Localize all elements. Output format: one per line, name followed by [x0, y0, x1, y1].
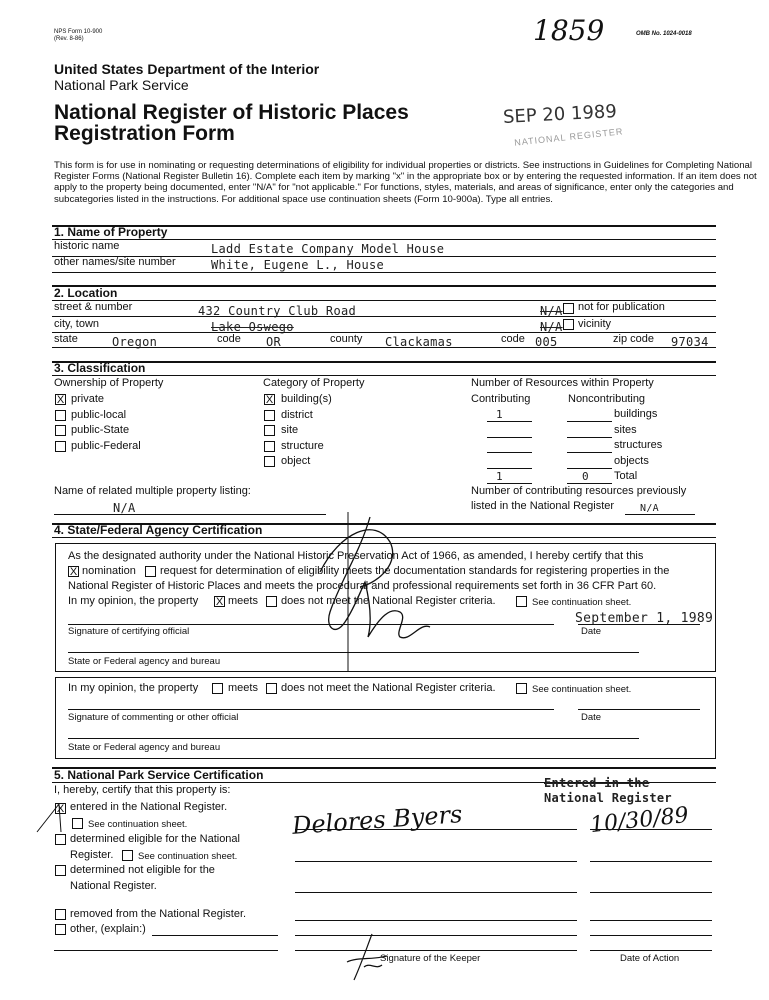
date2-label: Date [581, 712, 602, 723]
ownership-checkbox[interactable] [55, 441, 66, 452]
cert-para-line1: As the designated authority under the National Historic Preservation Act of 1966, as amended, I hereby certify that this [68, 550, 644, 562]
category-checkbox[interactable] [264, 425, 275, 436]
category-title: Category of Property [263, 377, 365, 389]
rule [52, 272, 716, 273]
see-cont-a-label: See continuation sheet. [88, 819, 188, 830]
category-checkbox[interactable] [264, 410, 275, 421]
noncontributing-count[interactable]: 0 [582, 470, 589, 483]
rule [295, 892, 577, 893]
city-value[interactable]: Lake Oswego [211, 320, 294, 334]
reference-number: 1859 [533, 14, 605, 47]
rule [295, 861, 577, 862]
section4-title: 4. State/Federal Agency Certification [54, 523, 263, 537]
category-checkbox[interactable] [264, 456, 275, 467]
zip-value[interactable]: 97034 [671, 335, 709, 349]
historic-name-label: historic name [54, 240, 120, 252]
rule [295, 829, 577, 830]
rule [590, 892, 712, 893]
does-not-meet2-label: does not meet the National Register criteria. [281, 682, 496, 694]
form-revision: (Rev. 8-86) [54, 36, 84, 42]
rule [295, 935, 577, 936]
nomination-checkbox[interactable]: X [69, 566, 78, 578]
section-rule [52, 361, 716, 363]
received-stamp-date: SEP 20 1989 [502, 101, 618, 128]
service-heading: National Park Service [54, 77, 189, 93]
rule [578, 709, 700, 710]
omb-number: OMB No. 1024-0018 [636, 31, 692, 37]
rule [625, 514, 695, 515]
resource-type-label: buildings [614, 408, 658, 420]
other-names-label: other names/site number [54, 256, 176, 268]
rule [54, 950, 278, 951]
county-label: county [330, 333, 363, 345]
sig2-label: Signature of commenting or other official [68, 712, 239, 723]
keeper-signature: Delores Byers [291, 800, 464, 840]
resource-type-label: sites [614, 423, 637, 436]
vicinity-value[interactable]: N/A [540, 320, 563, 334]
meets-checkbox[interactable]: X [215, 596, 224, 608]
state-label: state [54, 333, 78, 345]
rule [590, 920, 712, 921]
vicinity-checkbox[interactable] [563, 319, 574, 330]
removed-checkbox[interactable] [55, 909, 66, 920]
category-option-label: object [281, 455, 311, 467]
removed-label: removed from the National Register. [70, 908, 247, 920]
noncontributing-header: Noncontributing [568, 393, 646, 405]
nfp-checkbox[interactable] [563, 303, 574, 314]
vicinity-label: vicinity [578, 318, 612, 330]
resource-type-label: Total [614, 470, 638, 482]
rule [578, 624, 700, 625]
county-code-label: code [501, 333, 525, 345]
does-not-meet2-checkbox[interactable] [266, 683, 277, 694]
certifying-official-signature [300, 512, 440, 672]
related-listing-label: Name of related multiple property listing: [54, 485, 251, 497]
request-checkbox[interactable] [145, 566, 156, 577]
category-checkbox[interactable]: X [265, 394, 274, 406]
det-eligible-line1: determined eligible for the National [70, 833, 240, 845]
det-not-eligible-checkbox[interactable] [55, 865, 66, 876]
does-not-meet-label: does not meet the National Register criteria. [281, 595, 496, 607]
cert-para-line3: National Register of Historic Places and meets the procedural and professional requirements set forth in 36 CFR Part 60. [68, 580, 657, 592]
rule [52, 316, 716, 317]
cert-date-label: Date [581, 626, 602, 637]
ownership-option-label: private [71, 393, 105, 405]
city-label: city, town [54, 318, 100, 330]
see-continuation2-label: See continuation sheet. [532, 684, 632, 695]
stamp-entered-line1: Entered in the [544, 776, 650, 790]
county-value[interactable]: Clackamas [385, 335, 453, 349]
ownership-checkbox[interactable] [55, 410, 66, 421]
opinion-label: In my opinion, the property [68, 595, 199, 607]
street-value[interactable]: 432 Country Club Road [198, 304, 357, 318]
rule [590, 829, 712, 830]
rule [52, 347, 716, 348]
det-eligible-checkbox[interactable] [55, 834, 66, 845]
rule [590, 861, 712, 862]
category-option-label: site [281, 424, 299, 436]
see-cont-b-checkbox[interactable] [122, 850, 133, 861]
contributing-count[interactable]: 1 [496, 408, 503, 421]
prev-listed-line1: Number of contributing resources previously [471, 485, 687, 497]
section-rule [52, 285, 716, 287]
opinion2-label: In my opinion, the property [68, 682, 199, 694]
certification-date-value[interactable]: September 1, 1989 [575, 611, 714, 626]
det-not-line2: National Register. [70, 880, 157, 892]
form-title-line2: Registration Form [54, 122, 235, 145]
resources-title: Number of Resources within Property [471, 377, 654, 389]
rule [487, 437, 532, 438]
rule [487, 468, 532, 469]
rule [567, 452, 612, 453]
det-eligible-line2: Register. [70, 849, 114, 861]
rule [295, 950, 577, 951]
det-not-line1: determined not eligible for the [70, 864, 215, 876]
rule [590, 935, 712, 936]
agency-label: State or Federal agency and bureau [68, 656, 221, 667]
rule [487, 483, 532, 484]
resource-type-label: structures [614, 439, 663, 451]
department-heading: United States Department of the Interior [54, 61, 320, 77]
does-not-meet-checkbox[interactable] [266, 596, 277, 607]
county-code-value[interactable]: 005 [535, 335, 558, 349]
category-option-label: structure [281, 439, 324, 452]
meets-label: meets [228, 595, 258, 607]
category-option-label: district [281, 408, 313, 421]
received-stamp-text: NATIONAL REGISTER [513, 126, 624, 148]
prev-listed-value[interactable]: N/A [640, 503, 659, 514]
rule [68, 738, 639, 739]
request-text: request for determination of eligibility meets the documentation standards for registering properties in the [160, 565, 670, 577]
see-continuation2-checkbox[interactable] [516, 683, 527, 694]
ownership-option-label: public-State [71, 424, 130, 436]
certify-text: I, hereby, certify that this property is: [54, 784, 231, 796]
other-label: other, (explain:) [70, 923, 146, 935]
ownership-option-label: public-Federal [71, 439, 141, 452]
agency2-label: State or Federal agency and bureau [68, 742, 221, 753]
action-date-handwritten: 10/30/89 [588, 802, 690, 839]
rule [68, 709, 554, 710]
ownership-option-label: public-local [71, 408, 127, 421]
category-checkbox[interactable] [264, 441, 275, 452]
contributing-header: Contributing [471, 393, 531, 405]
rule [295, 920, 577, 921]
related-listing-value[interactable]: N/A [113, 501, 136, 515]
state-code-value[interactable]: OR [266, 335, 282, 349]
sig-official-label: Signature of certifying official [68, 626, 190, 637]
rule [567, 468, 612, 469]
rule [567, 421, 612, 422]
street-label: street & number [54, 301, 133, 313]
entered-label: entered in the National Register. [70, 801, 228, 813]
prev-listed-line2: listed in the National Register [471, 500, 615, 512]
see-continuation-checkbox[interactable] [516, 596, 527, 607]
section1-title: 1. Name of Property [54, 225, 168, 239]
action-date-label: Date of Action [620, 953, 680, 964]
rule [487, 452, 532, 453]
form-number: NPS Form 10-900 [54, 29, 103, 35]
rule [52, 239, 716, 240]
ownership-checkbox[interactable]: X [56, 394, 65, 406]
see-continuation-label: See continuation sheet. [532, 597, 632, 608]
nomination-label: nomination [82, 565, 136, 577]
nfp-label: not for publication [578, 301, 665, 313]
stamp-entered-line2: National Register [544, 791, 672, 805]
nfp-value[interactable]: N/A [540, 304, 563, 318]
section5-title: 5. National Park Service Certification [54, 768, 264, 782]
keeper-label: Signature of the Keeper [380, 953, 481, 964]
ownership-checkbox[interactable] [55, 425, 66, 436]
zip-label: zip code [613, 333, 654, 345]
ownership-title: Ownership of Property [54, 377, 164, 389]
state-value[interactable]: Oregon [112, 335, 158, 349]
resource-type-label: objects [614, 454, 649, 467]
other-names-value[interactable]: White, Eugene L., House [211, 258, 385, 272]
rule [54, 514, 326, 515]
rule [52, 375, 716, 376]
section3-title: 3. Classification [54, 361, 146, 375]
instructions-paragraph: This form is for use in nominating or requesting determinations of eligibility for individual properties or districts. See instructions in Guidelines for Completing National Register Forms (National Register Bulletin 16). Complete each item by marking "x" in the appropriate box or by entering the requested information. If an item does not apply to the property being documented, enter "N/A" for "not applicable." For functions, styles, materials, and areas of significance, enter only the categories and subcategories listed in the instructions. For additional space use continuation sheets (Form 10-900a). Type all entries. [54, 160, 757, 205]
rule [567, 483, 612, 484]
see-cont-b-label: See continuation sheet. [138, 851, 238, 862]
meets2-label: meets [228, 682, 258, 694]
contributing-count[interactable]: 1 [496, 470, 503, 483]
historic-name-value[interactable]: Ladd Estate Company Model House [211, 242, 445, 256]
rule [152, 935, 278, 936]
state-code-label: code [217, 333, 241, 345]
rule [487, 421, 532, 422]
section2-title: 2. Location [54, 286, 118, 300]
rule [567, 437, 612, 438]
category-option-label: building(s) [281, 393, 332, 405]
other-checkbox[interactable] [55, 924, 66, 935]
rule [590, 950, 712, 951]
form-title-line1: National Register of Historic Places [54, 101, 409, 124]
entered-checkbox[interactable]: X [56, 803, 65, 815]
meets2-checkbox[interactable] [212, 683, 223, 694]
